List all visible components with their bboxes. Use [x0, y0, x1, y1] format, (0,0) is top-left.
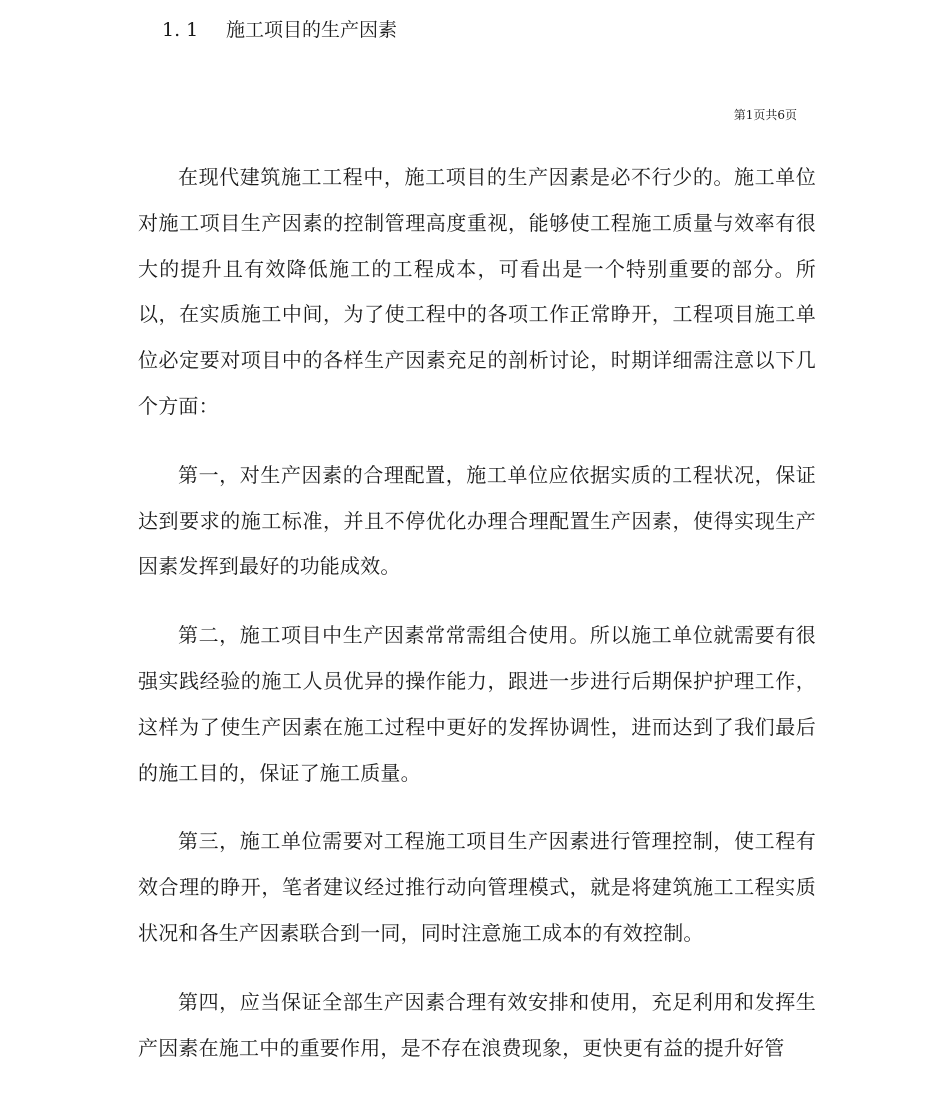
section-number: 1. 1: [162, 19, 199, 41]
page-counter: 第1页共6页: [733, 108, 797, 122]
paragraph-intro: 在现代建筑施工工程中，施工项目的生产因素是必不行少的。施工单位对施工项目生产因素的控制管理高度重视，能够使工程施工质量与效率有很大的提升且有效降低施工的工程成本，可看出是一个特别重要的部分。所以，在实质施工中间，为了使工程中的各项工作正常睁开，工程项目施工单位必定要对项目中的各样生产因素充足的剖析讨论，时期详细需注意以下几个方面：: [138, 165, 816, 418]
paragraph-second: 第二，施工项目中生产因素常常需组合使用。所以施工单位就需要有很强实践经验的施工人员优异的操作能力，跟进一步进行后期保护护理工作，这样为了使生产因素在施工过程中更好的发挥协调性，进而达到了我们最后的施工目的，保证了施工质量。: [138, 623, 816, 785]
paragraph-first: 第一，对生产因素的合理配置，施工单位应依据实质的工程状况，保证达到要求的施工标准，并且不停优化办理合理配置生产因素，使得实现生产因素发挥到最好的功能成效。: [138, 462, 816, 579]
paragraph-fourth: 第四，应当保证全部生产因素合理有效安排和使用，充足利用和发挥生产因素在施工中的重要作用，是不存在浪费现象，更快更有益的提升好管: [138, 989, 816, 1060]
section-heading: [162, 16, 397, 44]
paragraph-third: 第三，施工单位需要对工程施工项目生产因素进行管理控制，使工程有效合理的睁开，笔者建议经过推行动向管理模式，就是将建筑施工工程实质状况和各生产因素联合到一同，同时注意施工成本的有效控制。: [138, 829, 816, 945]
body-text: [138, 155, 816, 1094]
section-title: 施工项目的生产因素: [226, 19, 398, 41]
